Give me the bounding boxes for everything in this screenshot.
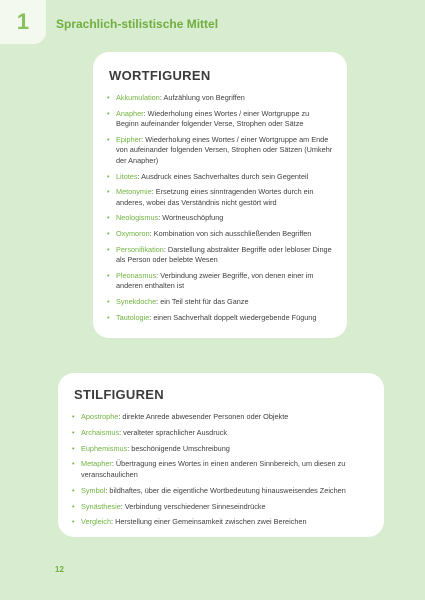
bullet-icon: • xyxy=(107,213,110,223)
term: Synästhesie xyxy=(81,501,121,511)
bullet-icon: • xyxy=(107,171,110,181)
definition: : Darstellung abstrakter Begriffe oder lebloser Dinge als Person oder belebte Wesen xyxy=(116,244,332,265)
list-item xyxy=(107,109,333,130)
stilfiguren-heading: STILFIGUREN xyxy=(74,387,164,402)
wortfiguren-heading: WORTFIGUREN xyxy=(109,68,211,83)
term: Euphemismus xyxy=(81,443,128,453)
term: Archaismus xyxy=(81,427,120,437)
term: Anapher xyxy=(116,108,144,118)
definition: : Ausdruck eines Sachverhaltes durch sein Gegenteil xyxy=(137,171,309,181)
term: Metonymie xyxy=(116,187,152,197)
list-item xyxy=(107,187,333,208)
wortfiguren-card xyxy=(93,52,347,338)
list-item xyxy=(107,172,333,183)
list-item xyxy=(72,428,370,439)
definition: : Verbindung zweier Begriffe, von denen einer im anderen enthalten ist xyxy=(116,270,314,291)
term: Pleonasmus xyxy=(116,270,157,280)
definition: : direkte Anrede abwesender Personen oder Objekte xyxy=(118,412,289,421)
stilfiguren-list xyxy=(72,412,370,528)
term: Synekdoche xyxy=(116,296,157,306)
definition: : Verbindung verschiedener Sinneseindrücke xyxy=(120,501,266,511)
page-number: 12 xyxy=(55,565,64,574)
list-item xyxy=(72,486,370,497)
term: Metapher xyxy=(81,459,112,469)
chapter-number: 1 xyxy=(16,9,30,34)
bullet-icon: • xyxy=(107,187,110,197)
list-item xyxy=(107,93,333,104)
bullet-icon: • xyxy=(72,427,75,437)
list-item xyxy=(107,135,333,167)
bullet-icon: • xyxy=(107,134,110,144)
bullet-icon: • xyxy=(107,244,110,254)
list-item xyxy=(107,297,333,308)
list-item xyxy=(107,229,333,240)
bullet-icon: • xyxy=(72,517,75,527)
bullet-icon: • xyxy=(72,485,75,495)
bullet-icon: • xyxy=(72,459,75,469)
definition: : beschönigende Umschreibung xyxy=(127,443,230,453)
bullet-icon: • xyxy=(107,93,110,102)
bullet-icon: • xyxy=(72,443,75,453)
bullet-icon: • xyxy=(72,501,75,511)
chapter-tab xyxy=(0,0,46,44)
term: Akkumulation xyxy=(116,93,160,102)
list-item xyxy=(72,502,370,513)
chapter-title: Sprachlich-stilistische Mittel xyxy=(56,17,219,31)
term: Epipher xyxy=(116,134,142,144)
definition: : Aufzählung von Begriffen xyxy=(159,93,245,102)
definition: : Ersetzung eines sinntragenden Wortes durch ein anderes, wobei das Verständnis nicht gestört wird xyxy=(116,187,314,207)
term: Personifikation xyxy=(116,244,164,254)
bullet-icon: • xyxy=(107,270,110,280)
list-item xyxy=(72,517,370,528)
term: Litotes xyxy=(116,171,138,181)
definition: : Wiederholung eines Wortes / einer Wortgruppe zu Beginn aufeinander folgender Verse, Strophen oder Sätze xyxy=(116,108,310,129)
list-item xyxy=(72,459,370,480)
term: Oxymoron xyxy=(116,228,150,238)
term: Vergleich xyxy=(81,517,112,527)
bullet-icon: • xyxy=(72,412,75,421)
list-item xyxy=(107,313,333,324)
definition: : einen Sachverhalt doppelt wiedergebende Fügung xyxy=(149,312,317,322)
term: Neologismus xyxy=(116,213,159,223)
definition: : ein Teil steht für das Ganze xyxy=(156,296,249,306)
term: Apostrophe xyxy=(81,412,119,421)
term: Symbol xyxy=(81,485,106,495)
definition: : veralteter sprachlicher Ausdruck xyxy=(119,427,228,437)
bullet-icon: • xyxy=(107,312,110,322)
list-item xyxy=(72,444,370,455)
definition: : Wiederholung eines Wortes / einer Wortgruppe am Ende von aufeinander folgenden Versen, Strophen oder Sätzen (Umkehr der Anapher) xyxy=(116,134,333,165)
stilfiguren-card xyxy=(58,373,384,537)
bullet-icon: • xyxy=(107,228,110,238)
list-item xyxy=(72,412,370,423)
list-item xyxy=(107,213,333,224)
list-item xyxy=(107,271,333,292)
definition: : Herstellung einer Gemeinsamkeit zwischen zwei Bereichen xyxy=(111,517,307,527)
bullet-icon: • xyxy=(107,296,110,306)
definition: : Übertragung eines Wortes in einen anderen Sinnbereich, um diesen zu veranschaulichen xyxy=(81,459,346,479)
definition: : Wortneuschöpfung xyxy=(158,213,224,223)
list-item xyxy=(107,245,333,266)
definition: : bildhaftes, über die eigentliche Wortbedeutung hinausweisendes Zeichen xyxy=(105,485,346,495)
wortfiguren-list xyxy=(107,93,333,323)
definition: : Kombination von sich ausschließenden Begriffen xyxy=(149,228,312,238)
bullet-icon: • xyxy=(107,108,110,118)
term: Tautologie xyxy=(116,312,150,322)
